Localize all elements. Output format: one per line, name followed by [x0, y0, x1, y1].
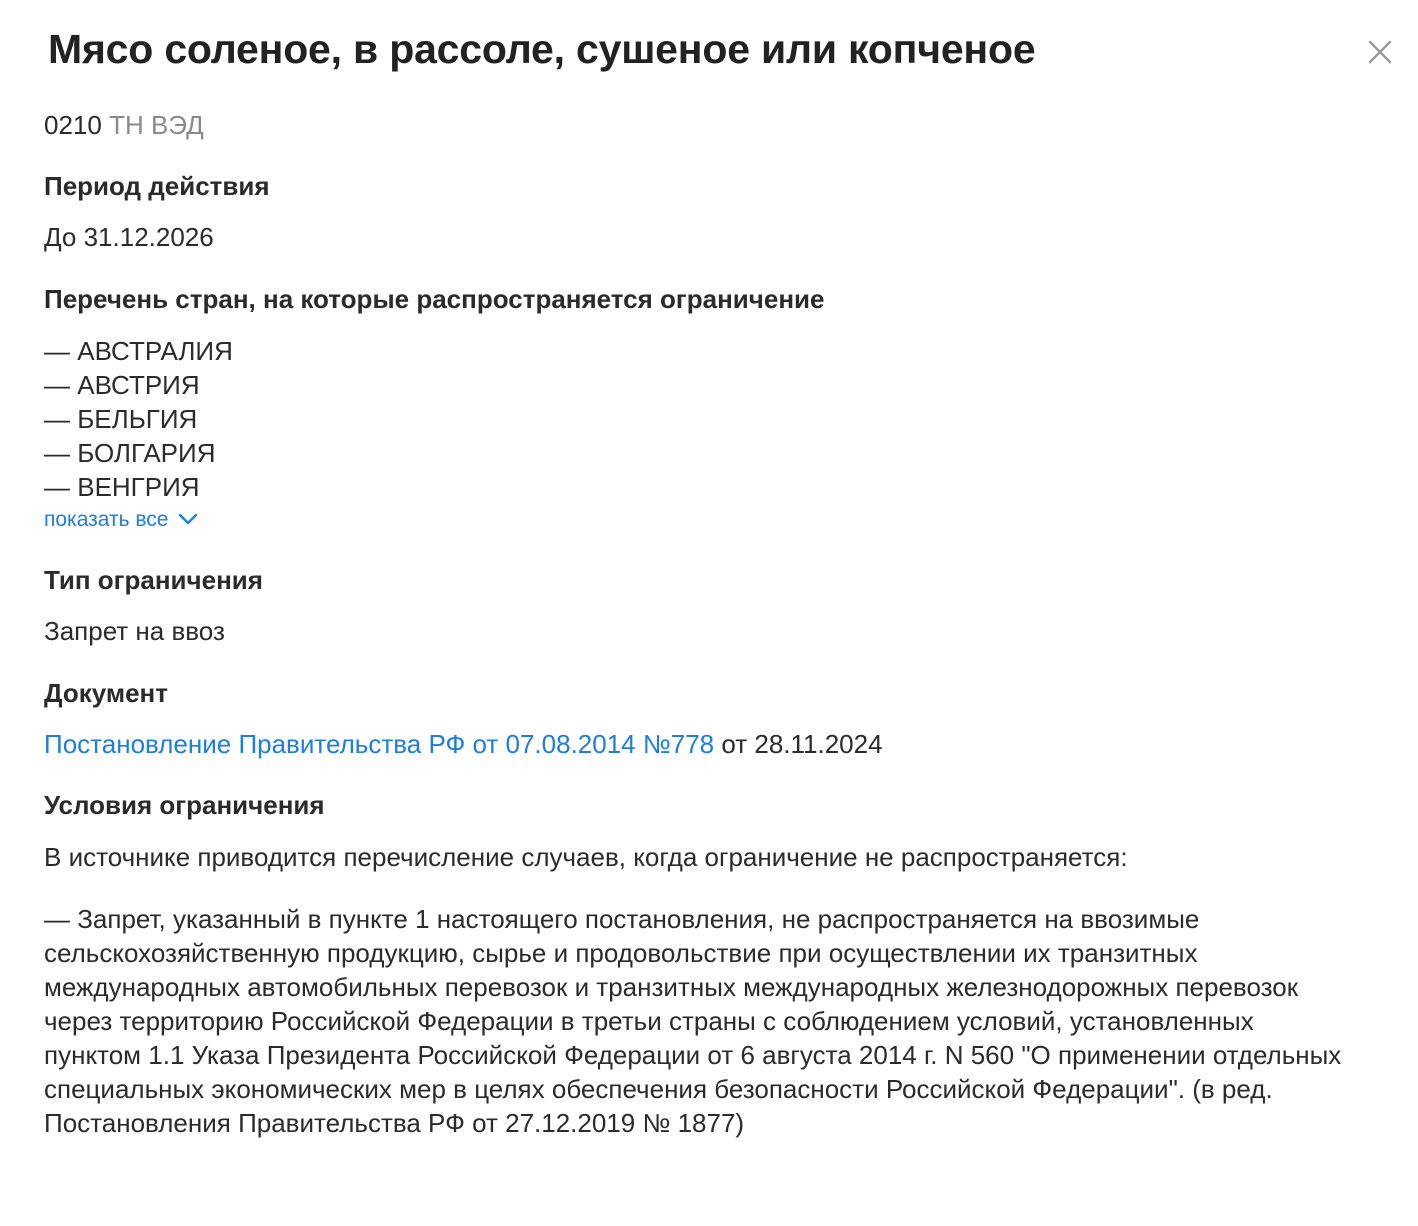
- period-heading: Период действия: [44, 171, 270, 201]
- list-item: — АВСТРИЯ: [44, 370, 200, 400]
- restriction-type-value: Запрет на ввоз: [44, 616, 225, 646]
- list-item: — БОЛГАРИЯ: [44, 438, 216, 468]
- period-value: До 31.12.2026: [44, 222, 214, 252]
- countries-list: [44, 334, 233, 504]
- conditions-heading: Условия ограничения: [44, 790, 325, 820]
- list-item: — ВЕНГРИЯ: [44, 472, 200, 502]
- show-all-label: показать все: [44, 508, 169, 531]
- document-heading: Документ: [44, 678, 168, 708]
- chevron-down-icon: [178, 508, 198, 532]
- tnved-code: 0210: [44, 110, 102, 140]
- close-icon: [1366, 38, 1394, 66]
- close-button[interactable]: [1366, 38, 1394, 66]
- code-line: [44, 110, 204, 141]
- conditions-intro: В источнике приводится перечисление случаев, когда ограничение не распространяется:: [44, 842, 1128, 872]
- conditions-body: — Запрет, указанный в пункте 1 настоящего постановления, не распространяется на ввозимые сельскохозяйственную продукцию, сырье и продовольствие при осуществлении их транзитных международных автомобильных перевозок и транзитных международных железнодорожных перевозок через территорию Российской Федерации в третьи страны с соблюдением условий, установленных пунктом 1.1 Указа Президента Российской Федерации от 6 августа 2014 г. N 560 "О применении отдельных специальных экономических мер в целях обеспечения безопасности Российской Федерации". (в ред. Постановления Правительства РФ от 27.12.2019 № 1877): [44, 904, 1342, 1138]
- list-item: — БЕЛЬГИЯ: [44, 404, 198, 434]
- dialog-title: Мясо соленое, в рассоле, сушеное или копченое: [48, 26, 1036, 72]
- countries-heading: Перечень стран, на которые распространяется ограничение: [44, 284, 825, 314]
- document-link[interactable]: Постановление Правительства РФ от 07.08.2014 №778: [44, 729, 715, 759]
- restriction-type-heading: Тип ограничения: [44, 565, 263, 595]
- list-item: — АВСТРАЛИЯ: [44, 336, 233, 366]
- show-all-link[interactable]: [44, 508, 198, 532]
- document-line: [44, 729, 883, 760]
- document-date: от 28.11.2024: [714, 729, 883, 759]
- tnved-label: ТН ВЭД: [109, 110, 204, 140]
